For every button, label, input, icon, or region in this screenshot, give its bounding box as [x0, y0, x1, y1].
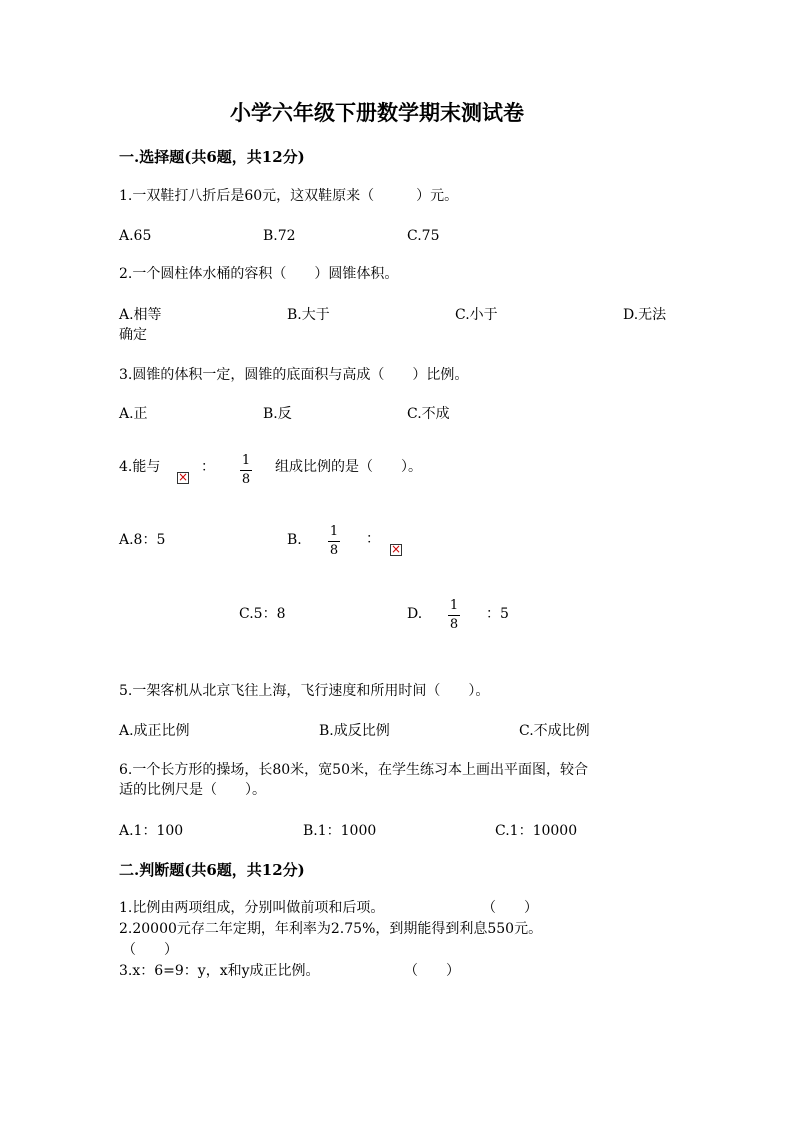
question-4-option-b: B. [287, 532, 302, 548]
fraction-numerator: 1 [241, 453, 251, 468]
fraction-denominator: 8 [449, 617, 459, 632]
fraction-bar [240, 470, 252, 471]
question-4-fraction [240, 454, 252, 487]
question-4-option-d-fraction [448, 599, 460, 632]
question-4-option-c: C.5：8 [239, 606, 286, 622]
question-2-option-d: D.无法 [623, 307, 667, 323]
question-4-colon: ： [201, 459, 215, 475]
question-4-stem-end: 组成比例的是（ ）。 [275, 459, 422, 475]
question-3-stem: 3.圆锥的体积一定，圆锥的底面积与高成（ ）比例。 [119, 367, 469, 383]
question-6-stem-line2: 适的比例尺是（ ）。 [119, 782, 266, 798]
section2-heading: 二.判断题(共6题，共12分) [119, 861, 305, 879]
question-3-option-a: A.正 [119, 406, 148, 422]
fraction-bar [448, 615, 460, 616]
section1-heading: 一.选择题(共6题，共12分) [119, 148, 305, 166]
question-4-stem-start: 4.能与 [119, 459, 161, 475]
judgement-3-stem: 3.x：6=9：y，x和y成正比例。 [119, 963, 320, 979]
fraction-numerator: 1 [449, 598, 459, 613]
question-6-option-a: A.1：100 [119, 823, 184, 839]
question-2-stem: 2.一个圆柱体水桶的容积（ ）圆锥体积。 [119, 266, 399, 282]
fraction-denominator: 8 [241, 472, 251, 487]
question-6-option-c: C.1：10000 [495, 823, 578, 839]
question-5-option-c: C.不成比例 [519, 723, 590, 739]
question-1-option-a: A.65 [119, 228, 152, 244]
question-3-option-c: C.不成 [407, 406, 450, 422]
judgement-1-answer-blank: （ ） [482, 900, 538, 916]
question-1-option-b: B.72 [263, 228, 296, 244]
question-3-option-b: B.反 [263, 406, 292, 422]
broken-image-icon [390, 544, 402, 556]
question-1-option-c: C.75 [407, 228, 440, 244]
question-5-stem: 5.一架客机从北京飞往上海，飞行速度和所用时间（ ）。 [119, 683, 490, 699]
question-1-stem: 1.一双鞋打八折后是60元，这双鞋原来（ ）元。 [119, 188, 459, 204]
page-title: 小学六年级下册数学期末测试卷 [230, 100, 524, 125]
question-4-option-b-colon: ： [366, 531, 380, 547]
question-2-option-d-continued: 确定 [119, 327, 147, 343]
question-4-option-a: A.8：5 [119, 532, 166, 548]
judgement-1-stem: 1.比例由两项组成，分别叫做前项和后项。 [119, 900, 385, 916]
question-2-option-b: B.大于 [287, 307, 330, 323]
question-5-option-b: B.成反比例 [319, 723, 390, 739]
question-2-option-a: A.相等 [119, 307, 162, 323]
broken-image-icon [177, 472, 189, 484]
question-4-option-b-fraction [328, 525, 340, 558]
judgement-2-answer-blank: （ ） [122, 942, 178, 958]
question-6-stem-line1: 6.一个长方形的操场，长80米，宽50米，在学生练习本上画出平面图，较合 [119, 762, 588, 778]
judgement-3-answer-blank: （ ） [404, 963, 460, 979]
judgement-2-stem: 2.20000元存二年定期，年利率为2.75%，到期能得到利息550元。 [119, 921, 543, 937]
question-2-option-c: C.小于 [455, 307, 498, 323]
question-4-option-d-tail: ：5 [486, 606, 509, 622]
question-6-option-b: B.1：1000 [303, 823, 377, 839]
fraction-numerator: 1 [329, 524, 339, 539]
fraction-denominator: 8 [329, 543, 339, 558]
fraction-bar [328, 541, 340, 542]
question-4-option-d: D. [407, 606, 423, 622]
question-5-option-a: A.成正比例 [119, 723, 190, 739]
